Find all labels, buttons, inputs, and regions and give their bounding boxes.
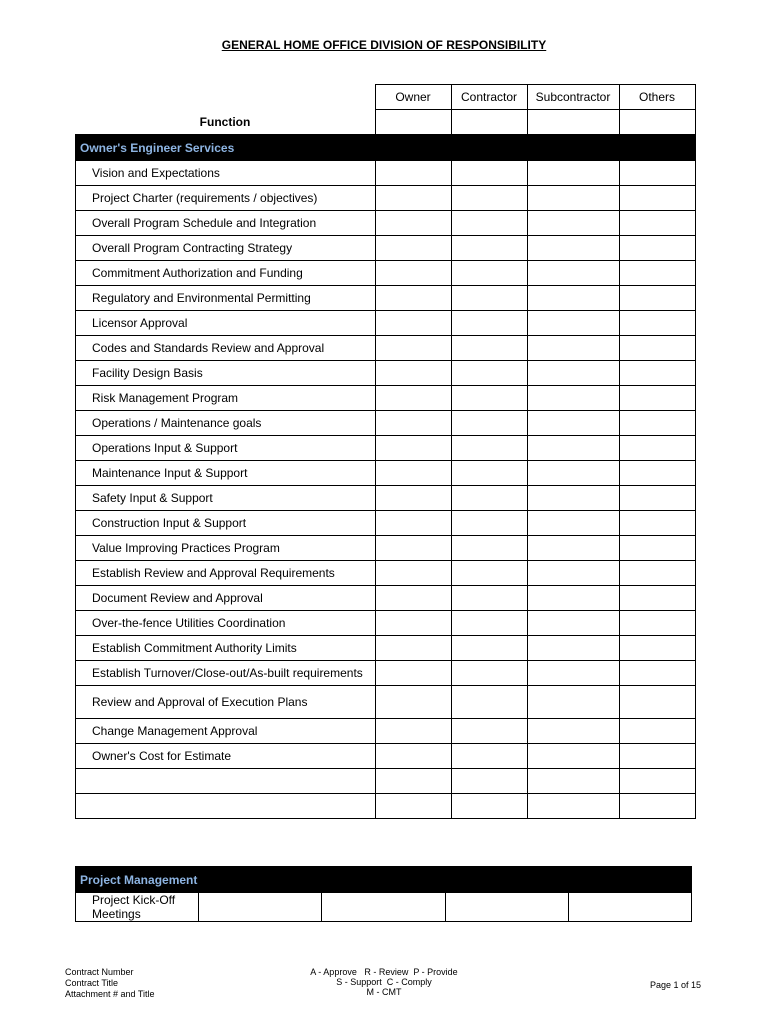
col-others: Others: [619, 85, 695, 110]
col-function: Function: [199, 114, 251, 129]
responsibility-cell[interactable]: [451, 794, 527, 819]
responsibility-cell[interactable]: [375, 769, 451, 794]
col-owner: Owner: [375, 85, 451, 110]
responsibility-cell[interactable]: [619, 261, 695, 286]
legend-line: S - Support C - Comply: [336, 977, 432, 987]
function-cell: [76, 769, 376, 794]
section-title: Project Management: [76, 867, 692, 893]
responsibility-cell[interactable]: [375, 236, 451, 261]
function-cell: Over-the-fence Utilities Coordination: [76, 611, 376, 636]
responsibility-cell[interactable]: [619, 311, 695, 336]
function-cell: Overall Program Schedule and Integration: [76, 211, 376, 236]
responsibility-cell[interactable]: [375, 744, 451, 769]
responsibility-cell[interactable]: [619, 336, 695, 361]
responsibility-cell[interactable]: [619, 794, 695, 819]
responsibility-table: [75, 84, 696, 819]
legend-line: A - Approve R - Review P - Provide: [310, 967, 458, 977]
responsibility-cell[interactable]: [619, 186, 695, 211]
responsibility-cell[interactable]: [375, 611, 451, 636]
function-cell: Maintenance Input & Support: [76, 461, 376, 486]
responsibility-cell[interactable]: [619, 744, 695, 769]
responsibility-cell[interactable]: [451, 536, 527, 561]
table-row: [76, 536, 696, 561]
legend-line: M - CMT: [366, 987, 402, 997]
responsibility-cell[interactable]: [619, 719, 695, 744]
function-cell: Safety Input & Support: [76, 486, 376, 511]
section-header: [76, 867, 692, 893]
responsibility-cell[interactable]: [375, 461, 451, 486]
responsibility-cell[interactable]: [375, 636, 451, 661]
function-cell: Operations / Maintenance goals: [76, 411, 376, 436]
responsibility-cell[interactable]: [451, 511, 527, 536]
table-row: [76, 561, 696, 586]
section-title: Owner's Engineer Services: [76, 135, 696, 161]
responsibility-cell[interactable]: [375, 511, 451, 536]
responsibility-cell[interactable]: [527, 719, 619, 744]
responsibility-cell[interactable]: [375, 686, 451, 719]
responsibility-cell[interactable]: [527, 411, 619, 436]
responsibility-cell[interactable]: [375, 794, 451, 819]
responsibility-cell[interactable]: [451, 486, 527, 511]
responsibility-cell[interactable]: [375, 186, 451, 211]
responsibility-cell[interactable]: [451, 561, 527, 586]
table-row: [76, 744, 696, 769]
function-cell: Establish Turnover/Close-out/As-built requirements: [76, 661, 376, 686]
page-number: Page 1 of 15: [650, 980, 702, 990]
responsibility-cell[interactable]: [568, 893, 691, 922]
function-cell: [76, 794, 376, 819]
table-row: [76, 411, 696, 436]
function-cell: Codes and Standards Review and Approval: [76, 336, 376, 361]
responsibility-cell[interactable]: [619, 536, 695, 561]
responsibility-cell[interactable]: [451, 636, 527, 661]
table-row: [76, 261, 696, 286]
responsibility-cell[interactable]: [451, 161, 527, 186]
col-subcontractor: Subcontractor: [527, 85, 619, 110]
footer-left-line: Contract Title: [65, 978, 119, 988]
responsibility-cell[interactable]: [451, 611, 527, 636]
responsibility-cell[interactable]: [527, 586, 619, 611]
responsibility-cell[interactable]: [619, 211, 695, 236]
responsibility-cell[interactable]: [527, 336, 619, 361]
responsibility-cell[interactable]: [375, 586, 451, 611]
responsibility-cell[interactable]: [619, 511, 695, 536]
responsibility-cell[interactable]: [619, 636, 695, 661]
responsibility-cell[interactable]: [527, 561, 619, 586]
table-row: [76, 186, 696, 211]
function-cell: Construction Input & Support: [76, 511, 376, 536]
function-cell: Regulatory and Environmental Permitting: [76, 286, 376, 311]
responsibility-cell[interactable]: [451, 461, 527, 486]
function-cell: Licensor Approval: [76, 311, 376, 336]
responsibility-cell[interactable]: [527, 511, 619, 536]
table-row: [76, 636, 696, 661]
responsibility-cell[interactable]: [619, 661, 695, 686]
function-cell: Facility Design Basis: [76, 361, 376, 386]
function-cell: Establish Commitment Authority Limits: [76, 636, 376, 661]
responsibility-cell[interactable]: [527, 486, 619, 511]
table-row: [76, 893, 692, 922]
responsibility-cell[interactable]: [527, 536, 619, 561]
table-row: [76, 586, 696, 611]
responsibility-cell[interactable]: [527, 794, 619, 819]
responsibility-cell[interactable]: [619, 236, 695, 261]
responsibility-cell[interactable]: [527, 461, 619, 486]
responsibility-cell[interactable]: [375, 386, 451, 411]
function-cell: Commitment Authorization and Funding: [76, 261, 376, 286]
table-row: [76, 236, 696, 261]
responsibility-cell[interactable]: [322, 893, 445, 922]
responsibility-cell[interactable]: [527, 436, 619, 461]
function-cell: Change Management Approval: [76, 719, 376, 744]
responsibility-cell[interactable]: [375, 161, 451, 186]
responsibility-cell[interactable]: [375, 311, 451, 336]
table-row: [76, 286, 696, 311]
responsibility-cell[interactable]: [619, 361, 695, 386]
table-row: [76, 361, 696, 386]
footer-left-line: Attachment # and Title: [65, 989, 155, 999]
function-cell: Overall Program Contracting Strategy: [76, 236, 376, 261]
responsibility-cell[interactable]: [527, 611, 619, 636]
col-contractor: Contractor: [451, 85, 527, 110]
function-cell: Vision and Expectations: [76, 161, 376, 186]
responsibility-cell[interactable]: [451, 286, 527, 311]
responsibility-cell[interactable]: [527, 661, 619, 686]
document-title: GENERAL HOME OFFICE DIVISION OF RESPONSIBILITY: [221, 38, 547, 52]
responsibility-cell[interactable]: [619, 561, 695, 586]
table-row: [76, 211, 696, 236]
responsibility-cell[interactable]: [619, 486, 695, 511]
responsibility-cell[interactable]: [527, 744, 619, 769]
function-cell: Risk Management Program: [76, 386, 376, 411]
table-row: [76, 386, 696, 411]
responsibility-cell[interactable]: [375, 286, 451, 311]
table-row: [76, 611, 696, 636]
responsibility-cell[interactable]: [451, 411, 527, 436]
responsibility-cell[interactable]: [527, 211, 619, 236]
responsibility-cell[interactable]: [451, 436, 527, 461]
table-row: [76, 719, 696, 744]
function-cell: Operations Input & Support: [76, 436, 376, 461]
table-row: [76, 686, 696, 719]
responsibility-cell[interactable]: [451, 311, 527, 336]
responsibility-cell[interactable]: [619, 436, 695, 461]
table-row: [76, 769, 696, 794]
responsibility-cell[interactable]: [375, 536, 451, 561]
responsibility-cell[interactable]: [375, 211, 451, 236]
table-row: [76, 161, 696, 186]
responsibility-cell[interactable]: [619, 769, 695, 794]
responsibility-cell[interactable]: [375, 561, 451, 586]
project-management-table: [75, 866, 692, 922]
function-cell: Document Review and Approval: [76, 586, 376, 611]
responsibility-cell[interactable]: [619, 586, 695, 611]
responsibility-cell[interactable]: [375, 336, 451, 361]
table-row: [76, 336, 696, 361]
responsibility-cell[interactable]: [451, 261, 527, 286]
responsibility-cell[interactable]: [451, 769, 527, 794]
responsibility-cell[interactable]: [375, 261, 451, 286]
function-cell: Establish Review and Approval Requirements: [76, 561, 376, 586]
table-row: [76, 461, 696, 486]
table-row: [76, 511, 696, 536]
responsibility-cell[interactable]: [445, 893, 568, 922]
function-cell: Project Charter (requirements / objectives): [76, 186, 376, 211]
responsibility-cell[interactable]: [527, 311, 619, 336]
responsibility-cell[interactable]: [451, 361, 527, 386]
responsibility-cell[interactable]: [527, 186, 619, 211]
responsibility-cell[interactable]: [527, 286, 619, 311]
responsibility-cell[interactable]: [451, 686, 527, 719]
table-row: [76, 486, 696, 511]
responsibility-cell[interactable]: [451, 236, 527, 261]
function-cell: Value Improving Practices Program: [76, 536, 376, 561]
responsibility-cell[interactable]: [527, 361, 619, 386]
section-header: [76, 135, 696, 161]
responsibility-cell[interactable]: [619, 286, 695, 311]
function-cell: Project Kick-Off Meetings: [76, 893, 199, 922]
responsibility-cell[interactable]: [375, 719, 451, 744]
function-cell: Owner's Cost for Estimate: [76, 744, 376, 769]
footer-left-line: Contract Number: [65, 967, 134, 977]
table-row: [76, 311, 696, 336]
responsibility-cell[interactable]: [527, 686, 619, 719]
responsibility-cell[interactable]: [375, 361, 451, 386]
function-cell: Review and Approval of Execution Plans: [76, 686, 376, 719]
table-row: [76, 436, 696, 461]
responsibility-cell[interactable]: [451, 336, 527, 361]
responsibility-cell[interactable]: [451, 719, 527, 744]
responsibility-cell[interactable]: [619, 386, 695, 411]
table-row: [76, 794, 696, 819]
table-row: [76, 661, 696, 686]
responsibility-cell[interactable]: [527, 386, 619, 411]
responsibility-cell[interactable]: [451, 661, 527, 686]
responsibility-cell[interactable]: [451, 744, 527, 769]
responsibility-cell[interactable]: [619, 686, 695, 719]
responsibility-cell[interactable]: [375, 486, 451, 511]
responsibility-cell[interactable]: [451, 586, 527, 611]
responsibility-cell[interactable]: [375, 411, 451, 436]
responsibility-cell[interactable]: [527, 236, 619, 261]
responsibility-cell[interactable]: [451, 211, 527, 236]
responsibility-cell[interactable]: [527, 261, 619, 286]
responsibility-cell[interactable]: [619, 611, 695, 636]
responsibility-cell[interactable]: [619, 411, 695, 436]
responsibility-cell[interactable]: [199, 893, 322, 922]
responsibility-cell[interactable]: [527, 161, 619, 186]
responsibility-cell[interactable]: [619, 461, 695, 486]
responsibility-cell[interactable]: [375, 661, 451, 686]
responsibility-cell[interactable]: [451, 386, 527, 411]
responsibility-cell[interactable]: [375, 436, 451, 461]
responsibility-cell[interactable]: [619, 161, 695, 186]
responsibility-cell[interactable]: [451, 186, 527, 211]
responsibility-cell[interactable]: [527, 769, 619, 794]
responsibility-cell[interactable]: [527, 636, 619, 661]
